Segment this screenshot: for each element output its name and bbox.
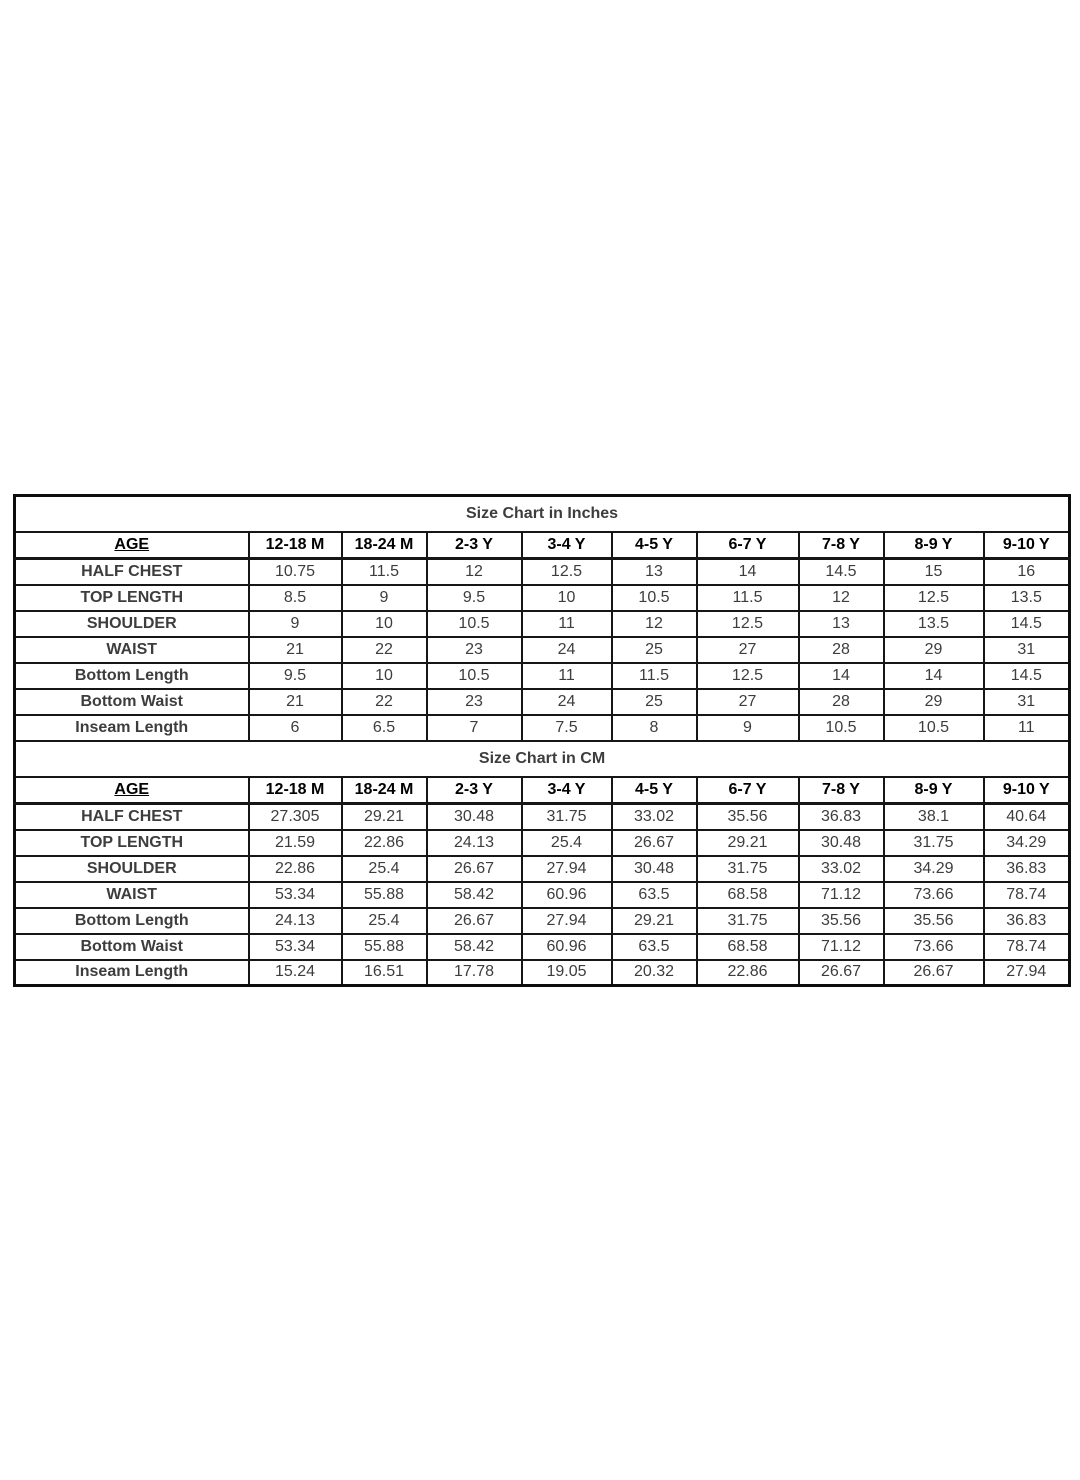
value-cell: 78.74	[984, 882, 1070, 908]
value-cell: 15	[884, 559, 984, 585]
value-cell: 12	[427, 559, 522, 585]
value-cell: 24.13	[427, 830, 522, 856]
column-header-18-24m: 18-24 M	[342, 777, 427, 804]
value-cell: 29	[884, 637, 984, 663]
value-cell: 31.75	[884, 830, 984, 856]
value-cell: 12	[799, 585, 884, 611]
row-label: WAIST	[15, 637, 249, 663]
table-row	[15, 830, 1070, 856]
value-cell: 8	[612, 715, 697, 741]
value-cell: 27.94	[984, 960, 1070, 986]
value-cell: 73.66	[884, 934, 984, 960]
value-cell: 25.4	[342, 856, 427, 882]
value-cell: 21	[249, 689, 342, 715]
row-label: SHOULDER	[15, 611, 249, 637]
row-label: WAIST	[15, 882, 249, 908]
row-label: Bottom Waist	[15, 934, 249, 960]
value-cell: 27	[697, 689, 799, 715]
value-cell: 14	[884, 663, 984, 689]
value-cell: 27.94	[522, 856, 612, 882]
value-cell: 25	[612, 689, 697, 715]
value-cell: 14	[799, 663, 884, 689]
value-cell: 27	[697, 637, 799, 663]
value-cell: 11	[984, 715, 1070, 741]
value-cell: 15.24	[249, 960, 342, 986]
value-cell: 26.67	[884, 960, 984, 986]
value-cell: 78.74	[984, 934, 1070, 960]
table-row	[15, 804, 1070, 830]
row-label: Bottom Waist	[15, 689, 249, 715]
value-cell: 26.67	[427, 908, 522, 934]
column-header-9-10y: 9-10 Y	[984, 532, 1070, 559]
table-row	[15, 856, 1070, 882]
value-cell: 73.66	[884, 882, 984, 908]
value-cell: 6	[249, 715, 342, 741]
value-cell: 35.56	[884, 908, 984, 934]
value-cell: 68.58	[697, 934, 799, 960]
value-cell: 34.29	[984, 830, 1070, 856]
value-cell: 36.83	[984, 856, 1070, 882]
column-header-3-4y: 3-4 Y	[522, 532, 612, 559]
column-header-8-9y: 8-9 Y	[884, 532, 984, 559]
column-header-6-7y: 6-7 Y	[697, 777, 799, 804]
row-label: Inseam Length	[15, 715, 249, 741]
table-row	[15, 908, 1070, 934]
value-cell: 31.75	[697, 856, 799, 882]
value-cell: 26.67	[799, 960, 884, 986]
row-label: Bottom Length	[15, 908, 249, 934]
table-row	[15, 611, 1070, 637]
value-cell: 7.5	[522, 715, 612, 741]
table-row	[15, 637, 1070, 663]
value-cell: 20.32	[612, 960, 697, 986]
value-cell: 9.5	[249, 663, 342, 689]
value-cell: 23	[427, 689, 522, 715]
value-cell: 63.5	[612, 934, 697, 960]
value-cell: 10.5	[427, 663, 522, 689]
value-cell: 11.5	[697, 585, 799, 611]
value-cell: 25	[612, 637, 697, 663]
table-row	[15, 715, 1070, 741]
column-header-6-7y: 6-7 Y	[697, 532, 799, 559]
value-cell: 22.86	[342, 830, 427, 856]
value-cell: 10.75	[249, 559, 342, 585]
column-header-18-24m: 18-24 M	[342, 532, 427, 559]
value-cell: 40.64	[984, 804, 1070, 830]
value-cell: 31	[984, 689, 1070, 715]
column-header-9-10y: 9-10 Y	[984, 777, 1070, 804]
row-label: TOP LENGTH	[15, 585, 249, 611]
section-title-row	[15, 741, 1070, 777]
value-cell: 12.5	[697, 663, 799, 689]
value-cell: 27.94	[522, 908, 612, 934]
value-cell: 17.78	[427, 960, 522, 986]
value-cell: 53.34	[249, 882, 342, 908]
value-cell: 16.51	[342, 960, 427, 986]
row-label: TOP LENGTH	[15, 830, 249, 856]
value-cell: 21.59	[249, 830, 342, 856]
value-cell: 13	[612, 559, 697, 585]
table-row	[15, 934, 1070, 960]
value-cell: 36.83	[799, 804, 884, 830]
table-row	[15, 585, 1070, 611]
value-cell: 12.5	[522, 559, 612, 585]
value-cell: 14	[697, 559, 799, 585]
age-header: AGE	[15, 532, 249, 559]
value-cell: 60.96	[522, 934, 612, 960]
row-label: Bottom Length	[15, 663, 249, 689]
value-cell: 55.88	[342, 934, 427, 960]
value-cell: 31.75	[697, 908, 799, 934]
value-cell: 9.5	[427, 585, 522, 611]
value-cell: 22.86	[249, 856, 342, 882]
column-header-8-9y: 8-9 Y	[884, 777, 984, 804]
value-cell: 11	[522, 663, 612, 689]
value-cell: 31	[984, 637, 1070, 663]
value-cell: 35.56	[799, 908, 884, 934]
value-cell: 13	[799, 611, 884, 637]
table-row	[15, 559, 1070, 585]
column-header-2-3y: 2-3 Y	[427, 777, 522, 804]
value-cell: 12	[612, 611, 697, 637]
value-cell: 22	[342, 689, 427, 715]
value-cell: 58.42	[427, 934, 522, 960]
value-cell: 71.12	[799, 934, 884, 960]
value-cell: 12.5	[697, 611, 799, 637]
value-cell: 13.5	[884, 611, 984, 637]
value-cell: 68.58	[697, 882, 799, 908]
value-cell: 38.1	[884, 804, 984, 830]
value-cell: 10.5	[799, 715, 884, 741]
value-cell: 35.56	[697, 804, 799, 830]
value-cell: 11	[522, 611, 612, 637]
value-cell: 60.96	[522, 882, 612, 908]
value-cell: 22.86	[697, 960, 799, 986]
value-cell: 9	[697, 715, 799, 741]
table-row	[15, 960, 1070, 986]
row-label: HALF CHEST	[15, 804, 249, 830]
column-header-7-8y: 7-8 Y	[799, 777, 884, 804]
column-header-3-4y: 3-4 Y	[522, 777, 612, 804]
value-cell: 24	[522, 689, 612, 715]
value-cell: 29.21	[342, 804, 427, 830]
value-cell: 26.67	[612, 830, 697, 856]
value-cell: 24	[522, 637, 612, 663]
value-cell: 8.5	[249, 585, 342, 611]
value-cell: 34.29	[884, 856, 984, 882]
value-cell: 10	[342, 611, 427, 637]
value-cell: 31.75	[522, 804, 612, 830]
value-cell: 28	[799, 637, 884, 663]
value-cell: 12.5	[884, 585, 984, 611]
value-cell: 36.83	[984, 908, 1070, 934]
size-chart-table	[13, 494, 1071, 987]
row-label: SHOULDER	[15, 856, 249, 882]
value-cell: 33.02	[612, 804, 697, 830]
value-cell: 26.67	[427, 856, 522, 882]
value-cell: 19.05	[522, 960, 612, 986]
value-cell: 11.5	[612, 663, 697, 689]
value-cell: 10.5	[884, 715, 984, 741]
value-cell: 11.5	[342, 559, 427, 585]
header-row	[15, 532, 1070, 559]
value-cell: 13.5	[984, 585, 1070, 611]
column-header-12-18m: 12-18 M	[249, 532, 342, 559]
table-row	[15, 882, 1070, 908]
value-cell: 29.21	[612, 908, 697, 934]
value-cell: 63.5	[612, 882, 697, 908]
section-title-row	[15, 496, 1070, 532]
value-cell: 21	[249, 637, 342, 663]
column-header-7-8y: 7-8 Y	[799, 532, 884, 559]
value-cell: 25.4	[522, 830, 612, 856]
value-cell: 10	[342, 663, 427, 689]
value-cell: 30.48	[427, 804, 522, 830]
value-cell: 53.34	[249, 934, 342, 960]
column-header-2-3y: 2-3 Y	[427, 532, 522, 559]
value-cell: 24.13	[249, 908, 342, 934]
column-header-12-18m: 12-18 M	[249, 777, 342, 804]
header-row	[15, 777, 1070, 804]
age-header: AGE	[15, 777, 249, 804]
value-cell: 9	[249, 611, 342, 637]
value-cell: 58.42	[427, 882, 522, 908]
value-cell: 10	[522, 585, 612, 611]
value-cell: 22	[342, 637, 427, 663]
value-cell: 14.5	[984, 663, 1070, 689]
value-cell: 71.12	[799, 882, 884, 908]
value-cell: 29	[884, 689, 984, 715]
value-cell: 29.21	[697, 830, 799, 856]
value-cell: 7	[427, 715, 522, 741]
value-cell: 6.5	[342, 715, 427, 741]
value-cell: 28	[799, 689, 884, 715]
value-cell: 10.5	[612, 585, 697, 611]
section-title: Size Chart in CM	[15, 741, 1070, 777]
section-title: Size Chart in Inches	[15, 496, 1070, 532]
table-row	[15, 689, 1070, 715]
value-cell: 30.48	[799, 830, 884, 856]
column-header-4-5y: 4-5 Y	[612, 532, 697, 559]
value-cell: 33.02	[799, 856, 884, 882]
value-cell: 27.305	[249, 804, 342, 830]
row-label: HALF CHEST	[15, 559, 249, 585]
column-header-4-5y: 4-5 Y	[612, 777, 697, 804]
value-cell: 16	[984, 559, 1070, 585]
row-label: Inseam Length	[15, 960, 249, 986]
value-cell: 23	[427, 637, 522, 663]
value-cell: 9	[342, 585, 427, 611]
value-cell: 14.5	[799, 559, 884, 585]
value-cell: 55.88	[342, 882, 427, 908]
value-cell: 30.48	[612, 856, 697, 882]
value-cell: 25.4	[342, 908, 427, 934]
value-cell: 10.5	[427, 611, 522, 637]
value-cell: 14.5	[984, 611, 1070, 637]
table-row	[15, 663, 1070, 689]
